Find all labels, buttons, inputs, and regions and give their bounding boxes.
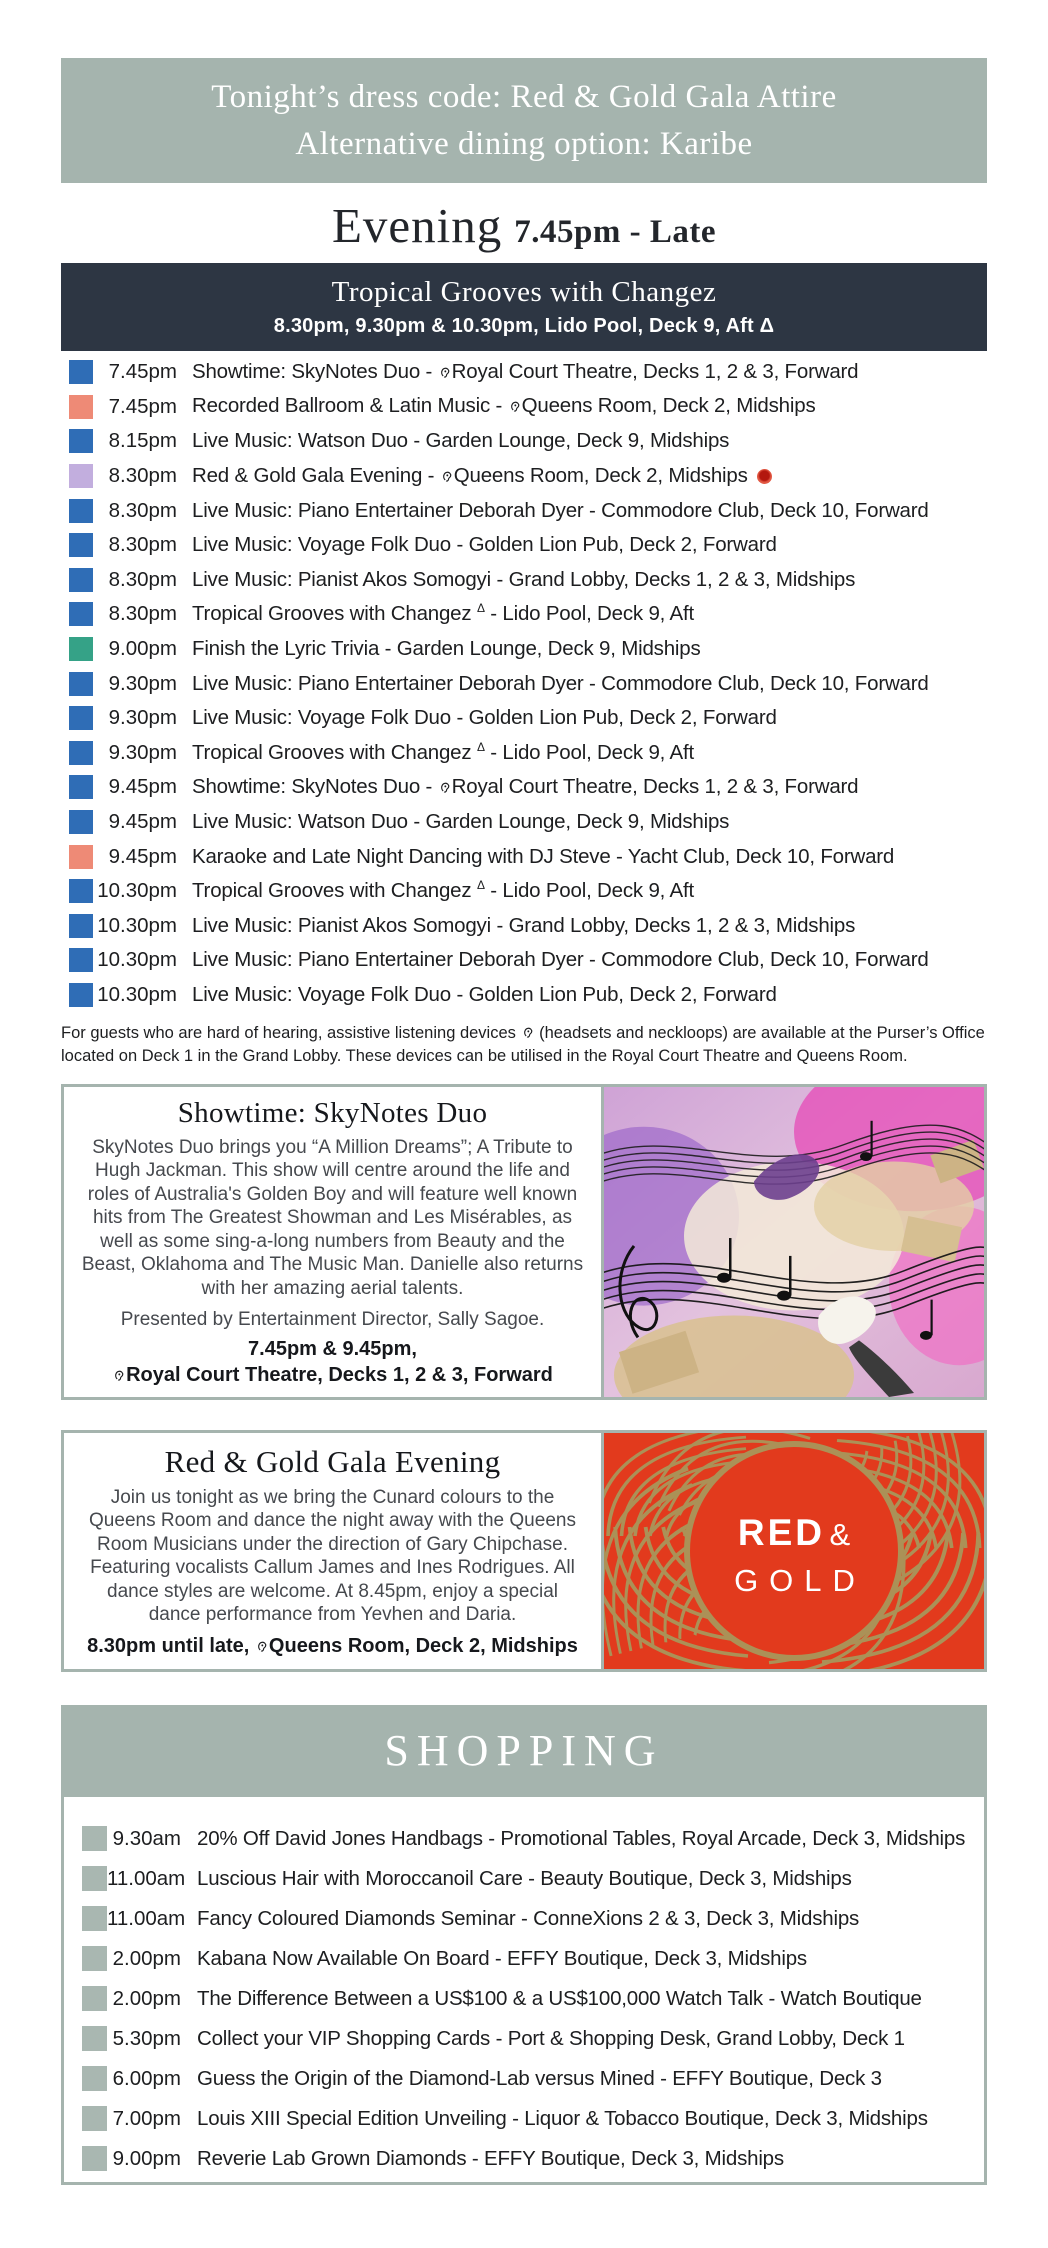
gala-image-ampersand: & [829, 1516, 851, 1552]
alternative-dining-line: Alternative dining option: Karibe [295, 125, 753, 162]
shopping-title: Louis XIII Special Edition Unveiling - Liquor & Tobacco Boutique, Deck 3, Midships [197, 2106, 928, 2130]
event-time: 10.30pm [97, 948, 177, 972]
event-title: Live Music: Voyage Folk Duo - Golden Lion Pub, Deck 2, Forward [192, 533, 777, 557]
blue-category-square [69, 741, 93, 765]
card-presenter: Presented by Entertainment Director, Sally Sagoe. [120, 1309, 545, 1331]
assistive-listening-icon [442, 465, 453, 489]
outdoor-weather-delta: Δ [476, 878, 485, 893]
card-times: 7.45pm & 9.45pm, [248, 1338, 417, 1361]
shopping-row [64, 2019, 984, 2059]
card-schedule: 8.30pm until late, Queens Room, Deck 2, Midships [80, 1633, 585, 1660]
event-row [61, 978, 987, 1013]
shopping-row [64, 1859, 984, 1899]
salmon-category-square [69, 845, 93, 869]
shopping-time: 11.00am [107, 1906, 186, 1930]
event-time: 9.45pm [108, 810, 177, 834]
event-time: 9.30pm [108, 706, 177, 730]
event-time: 8.30pm [108, 464, 177, 488]
card-body: SkyNotes Duo brings you “A Million Dreams”; A Tribute to Hugh Jackman. This show will centre around the life and roles of Australia's Golden Boy and will feature well known hits from The Greatest Showman and Les Misérables, as well as some sing-a-long numbers from Beauty and the Beast, Oklahoma and The Music Man. Danielle also returns with her amazing aerial talents. [81, 1136, 584, 1299]
outdoor-weather-delta: Δ [476, 740, 485, 754]
event-title: Finish the Lyric Trivia - Garden Lounge, Deck 9, Midships [192, 637, 701, 661]
shopping-row [64, 2059, 984, 2099]
shopping-title: Fancy Coloured Diamonds Seminar - ConneXions 2 & 3, Deck 3, Midships [197, 1906, 860, 1930]
event-row [61, 632, 987, 667]
card-body: Join us tonight as we bring the Cunard colours to the Queens Room and dance the night away with the Queens Room Musicians under the direction of Gary Chipchase. Featuring vocalists Callum James and Ines Rodrigues. All dance styles are welcome. At 8.45pm, enjoy a special dance performance from Yevhen and Daria. [89, 1486, 576, 1626]
skynotes-collage-image [601, 1087, 984, 1397]
event-title: Live Music: Watson Duo - Garden Lounge, Deck 9, Midships [192, 810, 730, 834]
event-time: 9.30pm [108, 671, 177, 695]
event-title: Red & Gold Gala Evening - Queens Room, Deck 2, Midships [192, 464, 772, 489]
blue-category-square [69, 948, 93, 972]
event-title: Karaoke and Late Night Dancing with DJ Steve - Yacht Club, Deck 10, Forward [192, 844, 895, 868]
event-time: 10.30pm [97, 879, 177, 903]
red-gold-gala-image [601, 1433, 984, 1669]
event-row [61, 597, 987, 632]
sage-category-square [82, 1826, 107, 1851]
event-row [61, 805, 987, 840]
event-row [61, 459, 987, 494]
blue-category-square [69, 810, 93, 834]
event-time: 9.30pm [108, 740, 177, 764]
featured-event-banner [61, 263, 987, 351]
shopping-title: Guess the Origin of the Diamond-Lab versus Mined - EFFY Boutique, Deck 3 [197, 2066, 882, 2090]
teal-category-square [69, 637, 93, 661]
event-row [61, 874, 987, 909]
assistive-listening-icon [510, 395, 521, 419]
card-venue: Royal Court Theatre, Decks 1, 2 & 3, Forward [80, 1362, 585, 1389]
blue-category-square [69, 429, 93, 453]
blue-category-square [69, 914, 93, 938]
event-title: Tropical Grooves with Changez $^\Delta$ - Lido Pool, Deck 9, Aft [192, 878, 694, 903]
event-time: 7.45pm [108, 360, 177, 384]
assistive-listening-icon [440, 361, 451, 385]
event-row [61, 424, 987, 459]
sage-category-square [82, 2066, 107, 2091]
event-title: Live Music: Pianist Akos Somogyi - Grand Lobby, Decks 1, 2 & 3, Midships [192, 913, 856, 937]
gala-image-word-gold: GOLD [734, 1562, 866, 1598]
event-title: Tropical Grooves with Changez $^\Delta$ - Lido Pool, Deck 9, Aft [192, 740, 694, 764]
salmon-category-square [69, 395, 93, 419]
svg-text:RED & [738, 1512, 851, 1553]
event-time: 7.45pm [108, 394, 177, 418]
event-title: Live Music: Piano Entertainer Deborah Dyer - Commodore Club, Deck 10, Forward [192, 671, 929, 695]
blue-category-square [69, 360, 93, 384]
blue-category-square [69, 568, 93, 592]
lavender-category-square [69, 464, 93, 488]
event-row [61, 701, 987, 736]
event-title: Showtime: SkyNotes Duo - Royal Court Theatre, Decks 1, 2 & 3, Forward [192, 359, 859, 383]
shopping-time: 2.00pm [112, 1986, 181, 2010]
event-time: 8.30pm [108, 567, 177, 591]
shopping-title: 20% Off David Jones Handbags - Promotional Tables, Royal Arcade, Deck 3, Midships [197, 1826, 966, 1850]
event-title: Live Music: Piano Entertainer Deborah Dyer - Commodore Club, Deck 10, Forward [192, 948, 929, 972]
assistive-listening-icon [257, 1634, 268, 1660]
event-title: Live Music: Watson Duo - Garden Lounge, Deck 9, Midships [192, 429, 730, 453]
event-title: Showtime: SkyNotes Duo - Royal Court Theatre, Decks 1, 2 & 3, Forward [192, 774, 859, 798]
shopping-row [64, 1939, 984, 1979]
section-time-range: 7.45pm - Late [514, 214, 717, 250]
shopping-row [64, 1819, 984, 1859]
sage-category-square [82, 2106, 107, 2131]
blue-category-square [69, 879, 93, 903]
assistive-listening-icon [114, 1363, 125, 1389]
event-time: 9.00pm [108, 637, 177, 661]
assistive-listening-footnote: For guests who are hard of hearing, assistive listening devices (headsets and neckloops) are available at the Purser’s Office located on Deck 1 in the Grand Lobby. These devices can be utilised in the Royal Court Theatre and Queens Room. [61, 1024, 985, 1066]
event-row [61, 493, 987, 528]
blue-category-square [69, 672, 93, 696]
shopping-row [64, 1899, 984, 1939]
event-time: 10.30pm [97, 913, 177, 937]
event-title: Tropical Grooves with Changez $^\Delta$ - Lido Pool, Deck 9, Aft [192, 601, 694, 626]
blue-category-square [69, 706, 93, 730]
sage-category-square [82, 1906, 107, 1931]
shopping-header: SHOPPING [384, 1726, 664, 1776]
shopping-time: 11.00am [107, 1866, 186, 1890]
blue-category-square [69, 775, 93, 799]
blue-category-square [69, 499, 93, 523]
shopping-title: The Difference Between a US$100 & a US$100,000 Watch Talk - Watch Boutique [197, 1986, 922, 2010]
event-time: 8.15pm [108, 429, 177, 453]
evening-section-heading [61, 197, 987, 255]
sage-category-square [82, 2146, 107, 2171]
skynotes-showtime-card [61, 1084, 987, 1400]
shopping-row [64, 2139, 984, 2179]
assistive-listening-icon [523, 1023, 534, 1045]
event-time: 9.45pm [108, 775, 177, 799]
shopping-title: Kabana Now Available On Board - EFFY Boutique, Deck 3, Midships [197, 1946, 807, 1970]
event-title: Recorded Ballroom & Latin Music - Queens Room, Deck 2, Midships [192, 394, 816, 418]
event-row [61, 563, 987, 598]
featured-event-subtitle: 8.30pm, 9.30pm & 10.30pm, Lido Pool, Deck 9, Aft Δ [273, 315, 775, 337]
card-title: Red & Gold Gala Evening [164, 1443, 501, 1479]
assistive-listening-icon [440, 776, 451, 800]
shopping-title: Luscious Hair with Moroccanoil Care - Beauty Boutique, Deck 3, Midships [197, 1866, 852, 1890]
event-time: 8.30pm [108, 498, 177, 522]
shopping-time: 7.00pm [112, 2106, 181, 2130]
dress-code-line: Tonight’s dress code: Red & Gold Gala Attire [211, 78, 837, 115]
event-row [61, 943, 987, 978]
dress-code-banner [61, 58, 987, 183]
event-title: Live Music: Voyage Folk Duo - Golden Lion Pub, Deck 2, Forward [192, 706, 777, 730]
blue-category-square [69, 983, 93, 1007]
event-row [61, 666, 987, 701]
shopping-time: 6.00pm [112, 2066, 181, 2090]
event-time: 10.30pm [97, 982, 177, 1006]
event-time: 9.45pm [108, 844, 177, 868]
shopping-time: 5.30pm [112, 2026, 181, 2050]
event-title: Live Music: Voyage Folk Duo - Golden Lion Pub, Deck 2, Forward [192, 982, 777, 1006]
shopping-section-banner [61, 1705, 987, 1797]
card-title: Showtime: SkyNotes Duo [177, 1096, 488, 1129]
shopping-time: 2.00pm [112, 1946, 181, 1970]
shopping-time: 9.00pm [112, 2146, 181, 2170]
event-row [61, 528, 987, 563]
evening-events-list [61, 355, 987, 1012]
sage-category-square [82, 1986, 107, 2011]
sage-category-square [82, 1866, 107, 1891]
red-gold-gala-card [61, 1430, 987, 1672]
section-title: Evening [331, 198, 503, 253]
gala-image-word-red: RED [737, 1511, 825, 1553]
event-row [61, 355, 987, 390]
event-row [61, 909, 987, 944]
event-title: Live Music: Piano Entertainer Deborah Dyer - Commodore Club, Deck 10, Forward [192, 498, 929, 522]
shopping-time: 9.30am [112, 1826, 181, 1850]
featured-event-title: Tropical Grooves with Changez [331, 276, 717, 308]
blue-category-square [69, 533, 93, 557]
event-row [61, 390, 987, 425]
shopping-events-list [61, 1797, 987, 2185]
sage-category-square [82, 1946, 107, 1971]
gala-event-dot [757, 469, 772, 484]
event-time: 8.30pm [108, 602, 177, 626]
outdoor-weather-delta: Δ [476, 601, 485, 616]
shopping-row [64, 2099, 984, 2139]
shopping-title: Collect your VIP Shopping Cards - Port & Shopping Desk, Grand Lobby, Deck 1 [197, 2026, 905, 2050]
event-title: Live Music: Pianist Akos Somogyi - Grand Lobby, Decks 1, 2 & 3, Midships [192, 567, 856, 591]
shopping-title: Reverie Lab Grown Diamonds - EFFY Boutique, Deck 3, Midships [197, 2146, 784, 2170]
sage-category-square [82, 2026, 107, 2051]
shopping-row [64, 1979, 984, 2019]
event-time: 8.30pm [108, 533, 177, 557]
event-row [61, 839, 987, 874]
event-row [61, 770, 987, 805]
blue-category-square [69, 602, 93, 626]
event-row [61, 736, 987, 771]
